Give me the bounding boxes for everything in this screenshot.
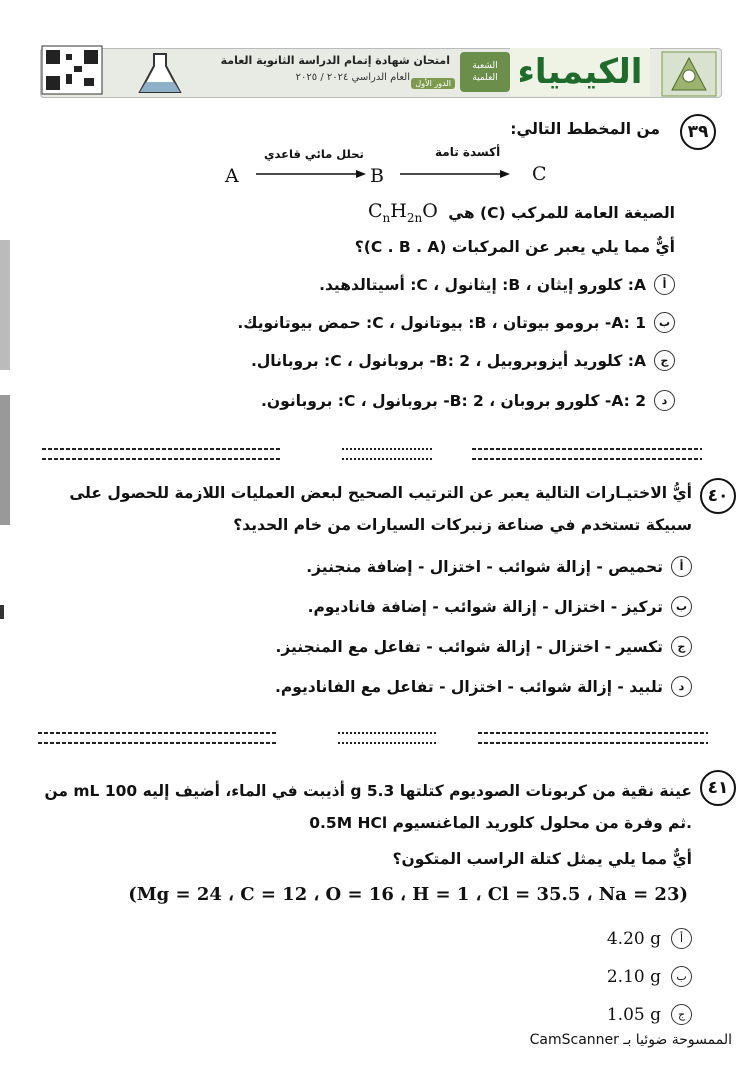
- arrow-icon: [400, 167, 510, 181]
- q39-option-a[interactable]: [319, 274, 675, 295]
- q41-text-line1: عينة نقية من كربونات الصوديوم كتلتها 5.3 g أذيبت في الماء، أضيف إليه 100 mL من: [44, 782, 692, 800]
- option-text: تحميص - إزالة شوائب - اختزال - إضافة منجنيز.: [306, 557, 663, 576]
- exam-session: الدور الأول: [411, 78, 455, 89]
- branch-badge-line2: العلمية: [472, 73, 498, 83]
- q41-option-c[interactable]: [607, 1004, 692, 1025]
- option-text: 1.05 g: [606, 1004, 661, 1025]
- compound-c: C: [532, 163, 547, 185]
- formula-2n: 2n: [406, 210, 423, 225]
- answer-lines-separator: [42, 444, 702, 462]
- option-marker: أ: [654, 274, 675, 295]
- arrow-icon: [256, 167, 366, 181]
- q40-text-line2: سبيكة تستخدم في صناعة زنبركات السيارات من خام الحديد؟: [233, 516, 692, 534]
- formula-hydrogen: H: [390, 200, 407, 222]
- option-marker: ب: [654, 312, 675, 333]
- question-number-39: ٣٩: [680, 114, 716, 150]
- ministry-logo-icon: [658, 40, 720, 100]
- option-text: A: 1- برومو بيوتان ، B: بيوتانول ، C: حمض بيوتانويك.: [237, 313, 646, 332]
- q41-option-b[interactable]: [607, 966, 692, 987]
- scan-edge-mark: [0, 240, 10, 370]
- q39-option-c[interactable]: [251, 350, 675, 371]
- formula-carbon: C: [368, 200, 383, 222]
- atomic-masses: (Mg = 24 ، C = 12 ، O = 16 ، H = 1 ، Cl = 35.5 ، Na = 23): [128, 884, 688, 905]
- q41-question: أيٌّ مما يلي يمثل كتلة الراسب المتكون؟: [392, 850, 692, 868]
- option-marker: ج: [671, 636, 692, 657]
- q41-option-a[interactable]: [607, 928, 692, 949]
- scan-edge-mark: [0, 605, 4, 619]
- option-marker: ب: [671, 966, 692, 987]
- option-text: A: كلوريد أيزوبروبيل ، B: 2- بروبانول ، C: بروبانال.: [250, 351, 646, 370]
- q40-text-line1: أيُّ الاختيـارات التالية يعبر عن الترتيب الصحيح لبعض العمليات اللازمة للحصول على: [69, 484, 692, 502]
- question-number-41: ٤١: [700, 770, 736, 806]
- qr-code-icon: [40, 44, 104, 96]
- option-text: تلبيد - إزالة شوائب - اختزال - تفاعل مع الفاناديوم.: [275, 677, 663, 696]
- q40-option-b[interactable]: [308, 596, 692, 617]
- option-text: A: 2- كلورو بروبان ، B: 2- بروبانول ، C: بروبانون.: [261, 391, 646, 410]
- option-marker: أ: [671, 556, 692, 577]
- academic-year: العام الدراسي ٢٠٢٤ / ٢٠٢٥: [295, 72, 410, 83]
- option-marker: ج: [654, 350, 675, 371]
- exam-title: امتحان شهادة إتمام الدراسة الثانوية العامة: [220, 54, 450, 67]
- step1-label: تحلل مائي قاعدي: [264, 147, 364, 161]
- q39-option-b[interactable]: [237, 312, 675, 333]
- step2-label: أكسدة تامة: [435, 145, 501, 159]
- q40-option-a[interactable]: [306, 556, 692, 577]
- option-text: 4.20 g: [606, 928, 661, 949]
- compound-b: B: [370, 165, 384, 187]
- scan-edge-mark: [0, 395, 10, 525]
- option-marker: أ: [671, 928, 692, 949]
- option-marker: ج: [671, 1004, 692, 1025]
- q39-prompt: من المخطط التالي:: [510, 120, 660, 138]
- formula-n: n: [382, 210, 391, 225]
- q41-text-line2: 0.5M HCl ثم وفرة من محلول كلوريد الماغنسيوم.: [309, 814, 692, 832]
- option-text: 2.10 g: [606, 966, 661, 987]
- q39-option-d[interactable]: [261, 390, 675, 411]
- general-formula: [368, 200, 438, 225]
- question-number-40: ٤٠: [700, 478, 736, 514]
- q40-option-c[interactable]: [275, 636, 692, 657]
- option-marker: د: [671, 676, 692, 697]
- compound-a: A: [225, 165, 239, 187]
- branch-badge: [460, 52, 510, 92]
- q39-question: أيٌّ مما يلي يعبر عن المركبات (C . B . A)؟: [354, 238, 675, 256]
- exam-header: [40, 40, 720, 100]
- option-text: تركيز - اختزال - إزالة شوائب - إضافة فاناديوم.: [307, 597, 663, 616]
- option-text: تكسير - اختزال - إزالة شوائب - تفاعل مع المنجنيز.: [275, 637, 663, 656]
- branch-badge-line1: الشعبة: [472, 61, 498, 71]
- answer-lines-separator: [38, 728, 708, 746]
- option-text: A: كلورو إيثان ، B: إيثانول ، C: أسيتالدهيد.: [319, 275, 646, 294]
- camscanner-watermark: الممسوحة ضوئيا بـ CamScanner: [529, 1032, 732, 1048]
- option-marker: د: [654, 390, 675, 411]
- q40-option-d[interactable]: [275, 676, 692, 697]
- formula-sentence: الصيغة العامة للمركب (C) هي: [448, 204, 675, 222]
- flask-icon: [130, 50, 190, 96]
- reaction-scheme: [220, 145, 560, 190]
- subject-title: الكيمياء: [510, 48, 650, 96]
- option-marker: ب: [671, 596, 692, 617]
- formula-oxygen: O: [422, 200, 438, 222]
